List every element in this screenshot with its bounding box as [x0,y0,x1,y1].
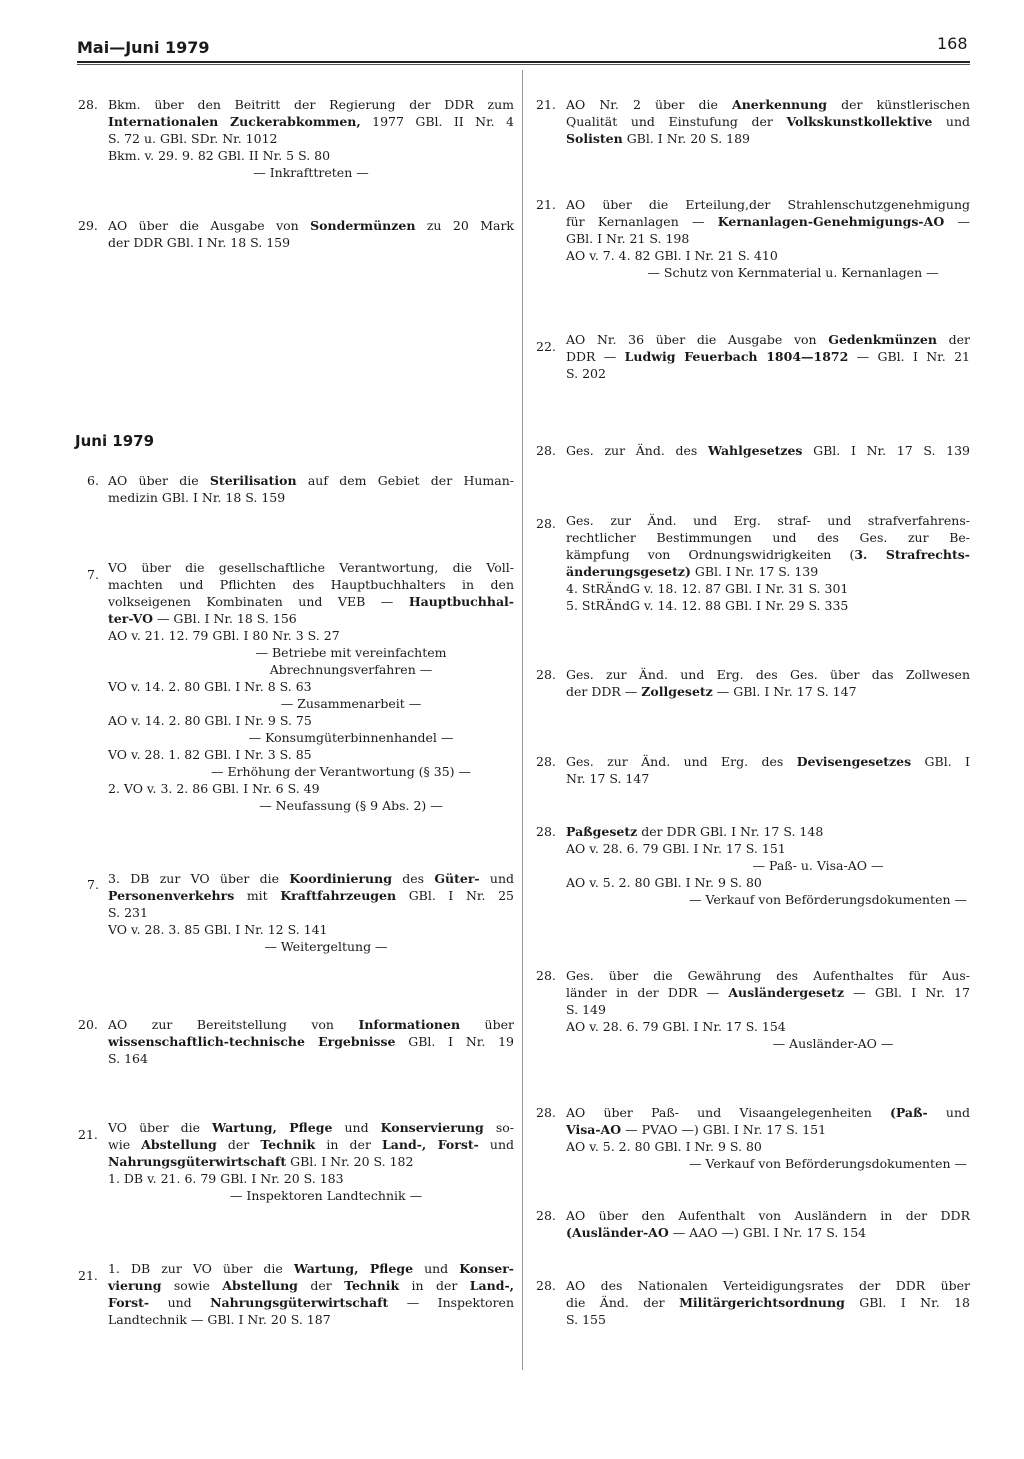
entry-line: rechtlicher Bestimmungen und des Ges. zur Be- [566,530,970,545]
entry-line: 2. VO v. 3. 2. 86 GBl. I Nr. 6 S. 49 [108,781,320,796]
entry-line: vierung sowie Abstellung der Technik in der Land-, [108,1278,514,1293]
entry-line: Ges. zur Änd. des Wahlgesetzes GBl. I Nr. 17 S. 139 [566,443,970,458]
entry-number: 7. [87,877,99,892]
entry-line: S. 202 [566,366,606,381]
entry-line: — Weitergeltung — [264,939,388,954]
entry-line: AO Nr. 2 über die Anerkennung der künstlerischen [566,97,970,112]
entry-line: für Kernanlagen — Kernanlagen-Genehmigungs-AO — [566,214,970,229]
entry-line: S. 164 [108,1051,148,1066]
entry-line: länder in der DDR — Ausländergesetz — GBl. I Nr. 17 [566,985,970,1000]
entry-line: AO über die Sterilisation auf dem Gebiet der Human- [108,473,514,488]
entry-line: machten und Pflichten des Hauptbuchhalters in den [108,577,514,592]
entry-line: — Verkauf von Beförderungsdokumenten — [688,892,967,907]
entry-line: AO Nr. 36 über die Ausgabe von Gedenkmünzen der [566,332,970,347]
entry-number: 21. [536,197,556,212]
entry-line: AO über die Erteilung,der Strahlenschutzgenehmigung [566,197,970,212]
entry-line: 5. StRÄndG v. 14. 12. 88 GBl. I Nr. 29 S. 335 [566,598,849,613]
entry-line: Landtechnik — GBl. I Nr. 20 S. 187 [108,1312,331,1327]
entry-line: AO über Paß- und Visaangelegenheiten (Paß- und [566,1105,970,1120]
entry-number: 28. [536,1208,556,1223]
entry-line: ter-VO — GBl. I Nr. 18 S. 156 [108,611,297,626]
entry-line: GBl. I Nr. 21 S. 198 [566,231,690,246]
entry-line: — Konsumgüterbinnenhandel — [248,730,454,745]
entry-line: AO v. 5. 2. 80 GBl. I Nr. 9 S. 80 [566,1139,762,1154]
entry-line: Qualität und Einstufung der Volkskunstkollektive und [566,114,971,129]
entry-line: Visa-AO — PVAO —) GBl. I Nr. 17 S. 151 [566,1122,827,1137]
entry-line: Solisten GBl. I Nr. 20 S. 189 [566,131,751,146]
entry-line: — Neufassung (§ 9 Abs. 2) — [259,798,443,813]
entry-number: 6. [87,473,99,488]
entry-line: volkseigenen Kombinaten und VEB — Hauptbuchhal- [108,594,514,609]
entry-line: Nr. 17 S. 147 [566,771,650,786]
entry-line: AO des Nationalen Verteidigungsrates der DDR über [566,1278,970,1293]
entry-number: 28. [536,443,556,458]
entry-line: medizin GBl. I Nr. 18 S. 159 [108,490,286,505]
entry-line: — Erhöhung der Verantwortung (§ 35) — [210,764,472,779]
entry-line: — Ausländer-AO — [772,1036,894,1051]
entry-line: AO über den Aufenthalt von Ausländern in der DDR [566,1208,970,1223]
entry-line: S. 155 [566,1312,606,1327]
entry-number: 21. [78,1268,98,1283]
entry-line: — Zusammenarbeit — [280,696,422,711]
entry-line: wie Abstellung der Technik in der Land-, Forst- und [108,1137,515,1152]
entry-number: 28. [536,1105,556,1120]
entry-line: Forst- und Nahrungsgüterwirtschaft — Inspektoren [108,1295,514,1310]
entry-line: — Paß- u. Visa-AO — [752,858,884,873]
entry-line: 4. StRÄndG v. 18. 12. 87 GBl. I Nr. 31 S. 301 [566,581,849,596]
entry-line: — Verkauf von Beförderungsdokumenten — [688,1156,967,1171]
entry-number: 21. [78,1127,98,1142]
entry-line: Personenverkehrs mit Kraftfahrzeugen GBl. I Nr. 25 [108,888,514,903]
entry-number: 21. [536,97,556,112]
entry-line: DDR — Ludwig Feuerbach 1804—1872 — GBl. I Nr. 21 [566,349,970,364]
entry-number: 28. [536,754,556,769]
entry-number: 22. [536,339,556,354]
header-rule [77,61,970,63]
entry-line: Bkm. über den Beitritt der Regierung der DDR zum [108,97,514,112]
entry-line: 1. DB zur VO über die Wartung, Pflege und Konser- [108,1261,514,1276]
entry-line: 1. DB v. 21. 6. 79 GBl. I Nr. 20 S. 183 [108,1171,344,1186]
entry-number: 28. [536,1278,556,1293]
entry-number: 29. [78,218,98,233]
entry-line: VO v. 28. 1. 82 GBl. I Nr. 3 S. 85 [108,747,312,762]
entry-line: der DDR — Zollgesetz — GBl. I Nr. 17 S. 147 [566,684,857,699]
entry-number: 28. [536,824,556,839]
entry-line: AO v. 14. 2. 80 GBl. I Nr. 9 S. 75 [108,713,312,728]
entry-line: S. 149 [566,1002,606,1017]
page-number: 168 [937,34,968,53]
entry-number: 7. [87,567,99,582]
entry-line: Ges. zur Änd. und Erg. straf- und strafverfahrens- [566,513,970,528]
entry-line: AO v. 28. 6. 79 GBl. I Nr. 17 S. 151 [566,841,786,856]
header-rule-thin [77,64,970,65]
entry-line: VO v. 28. 3. 85 GBl. I Nr. 12 S. 141 [108,922,328,937]
entry-line: der DDR GBl. I Nr. 18 S. 159 [108,235,291,250]
entry-line: Paßgesetz der DDR GBl. I Nr. 17 S. 148 [566,824,824,839]
entry-line: AO über die Ausgabe von Sondermünzen zu 20 Mark [108,218,514,233]
entry-line: VO v. 14. 2. 80 GBl. I Nr. 8 S. 63 [108,679,312,694]
entry-line: VO über die gesellschaftliche Verantwortung, die Voll- [108,560,514,575]
entry-line: AO v. 28. 6. 79 GBl. I Nr. 17 S. 154 [566,1019,786,1034]
entry-line: S. 72 u. GBl. SDr. Nr. 1012 [108,131,278,146]
entry-line: 3. DB zur VO über die Koordinierung des Güter- und [108,871,515,886]
entry-line: AO v. 5. 2. 80 GBl. I Nr. 9 S. 80 [566,875,762,890]
entry-line: änderungsgesetz) GBl. I Nr. 17 S. 139 [566,564,819,579]
entry-line: VO über die Wartung, Pflege und Konservierung so- [108,1120,514,1135]
entry-line: AO v. 7. 4. 82 GBl. I Nr. 21 S. 410 [566,248,778,263]
entry-line: die Änd. der Militärgerichtsordnung GBl. I Nr. 18 [566,1295,970,1310]
entry-number: 28. [536,968,556,983]
entry-number: 20. [78,1017,98,1032]
entry-line: Internationalen Zuckerabkommen, 1977 GBl. II Nr. 4 [108,114,514,129]
entry-line: AO v. 21. 12. 79 GBl. I 80 Nr. 3 S. 27 [108,628,340,643]
entry-line: S. 231 [108,905,148,920]
entry-number: 28. [536,667,556,682]
entry-number: 28. [78,97,98,112]
entry-line: Ges. zur Änd. und Erg. des Ges. über das Zollwesen [566,667,970,682]
entry-line: — Schutz von Kernmaterial u. Kernanlagen — [647,265,939,280]
entry-line: AO zur Bereitstellung von Informationen über [108,1017,514,1032]
entry-line: Bkm. v. 29. 9. 82 GBl. II Nr. 5 S. 80 [108,148,331,163]
entry-line: Nahrungsgüterwirtschaft GBl. I Nr. 20 S. 182 [108,1154,414,1169]
entry-line: wissenschaftlich-technische Ergebnisse GBl. I Nr. 19 [108,1034,514,1049]
entry-number: 28. [536,516,556,531]
entry-line: Abrechnungsverfahren — [269,662,433,677]
entry-line: — Inspektoren Landtechnik — [229,1188,423,1203]
entry-line: — Inkrafttreten — [253,165,369,180]
entry-line: — Betriebe mit vereinfachtem [255,645,447,660]
column-divider [522,70,523,1370]
entry-line: kämpfung von Ordnungswidrigkeiten (3. Strafrechts- [566,547,970,562]
section-heading: Juni 1979 [75,432,155,450]
page-header-title: Mai—Juni 1979 [77,38,210,57]
entry-line: Ges. zur Änd. und Erg. des Devisengesetzes GBl. I [566,754,970,769]
entry-line: (Ausländer-AO — AAO —) GBl. I Nr. 17 S. 154 [566,1225,867,1240]
entry-line: Ges. über die Gewährung des Aufenthaltes für Aus- [566,968,970,983]
